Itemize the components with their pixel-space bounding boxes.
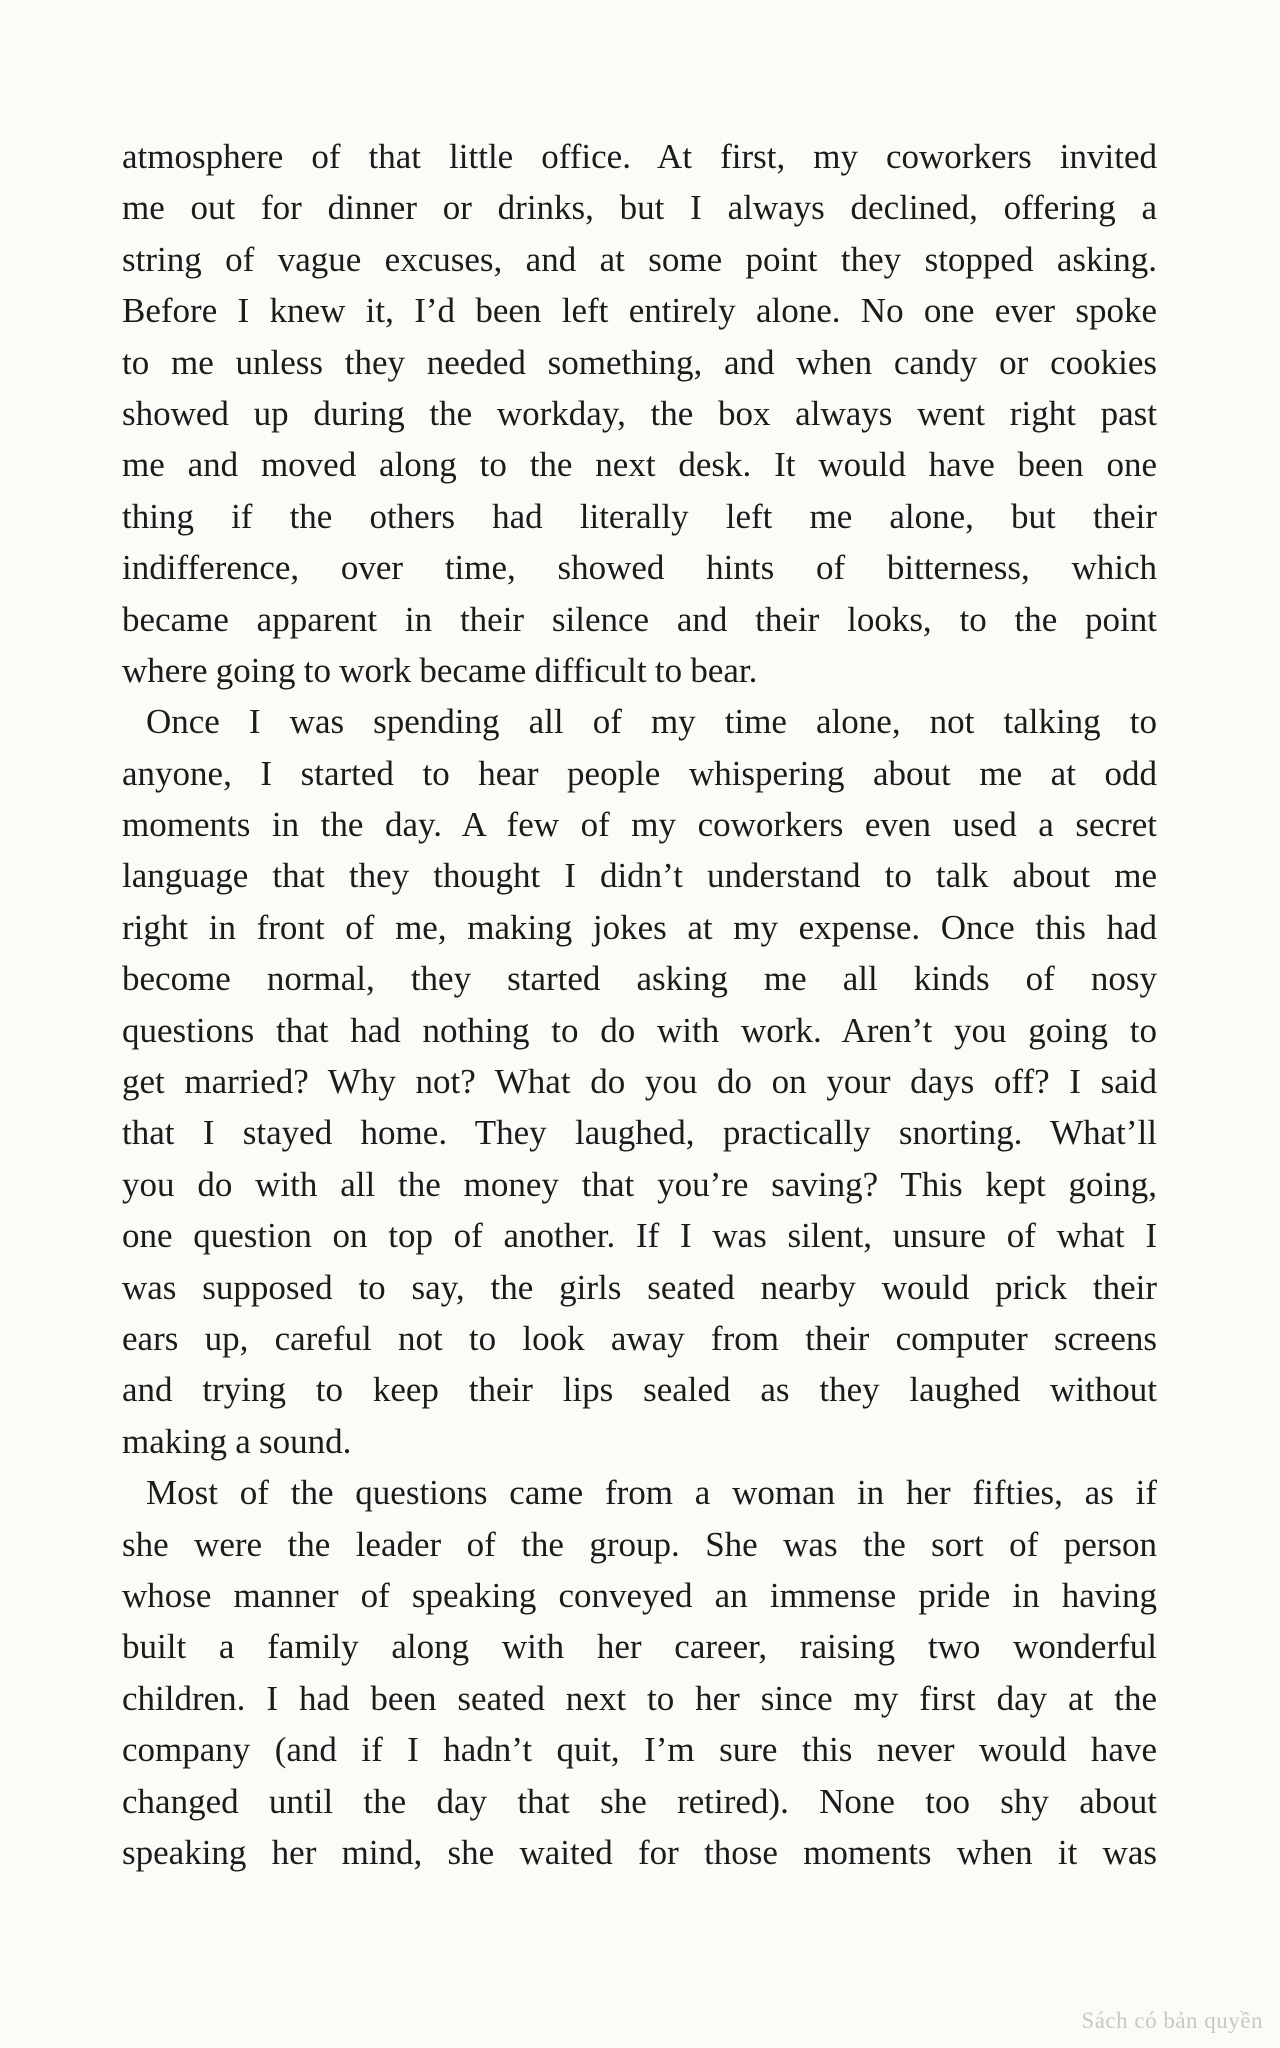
text-line: she were the leader of the group. She was the sort of person [122, 1524, 1157, 1564]
text-line: become normal, they started asking me all kinds of nosy [122, 959, 1157, 999]
text-line: became apparent in their silence and their looks, to the point [122, 599, 1157, 639]
text-line: company (and if I hadn’t quit, I’m sure this never would have [122, 1730, 1157, 1770]
text-line: Once I was spending all of my time alone, not talking to [146, 702, 1157, 742]
text-line: string of vague excuses, and at some point they stopped asking. [122, 239, 1157, 279]
text-line: questions that had nothing to do with work. Aren’t you going to [122, 1010, 1157, 1050]
text-line: indifference, over time, showed hints of bitterness, which [122, 548, 1157, 588]
copyright-watermark: Sách có bản quyền [1081, 2008, 1263, 2033]
text-line: showed up during the workday, the box always went right past [122, 393, 1157, 433]
text-line: Most of the questions came from a woman in her fifties, as if [146, 1473, 1157, 1513]
text-line: anyone, I started to hear people whispering about me at odd [122, 753, 1157, 793]
text-line: language that they thought I didn’t understand to talk about me [122, 856, 1157, 896]
text-line: right in front of me, making jokes at my expense. Once this had [122, 907, 1157, 947]
text-line: making a sound. [122, 1421, 352, 1461]
text-line: moments in the day. A few of my coworkers even used a secret [122, 805, 1157, 845]
text-line: you do with all the money that you’re saving? This kept going, [122, 1164, 1157, 1204]
text-line: one question on top of another. If I was silent, unsure of what I [122, 1216, 1157, 1256]
text-line: to me unless they needed something, and when candy or cookies [122, 342, 1157, 382]
page-text [122, 131, 1157, 1878]
text-line: thing if the others had literally left me alone, but their [122, 496, 1157, 536]
text-line: atmosphere of that little office. At first, my coworkers invited [122, 137, 1157, 176]
text-line: built a family along with her career, raising two wonderful [122, 1627, 1157, 1667]
text-line: that I stayed home. They laughed, practically snorting. What’ll [122, 1113, 1157, 1153]
text-line: changed until the day that she retired). None too shy about [122, 1781, 1157, 1821]
text-line: me and moved along to the next desk. It would have been one [122, 445, 1157, 485]
text-line: ears up, careful not to look away from their computer screens [122, 1318, 1157, 1358]
text-line: and trying to keep their lips sealed as they laughed without [122, 1370, 1157, 1410]
text-line: speaking her mind, she waited for those moments when it was [122, 1832, 1157, 1872]
text-line: was supposed to say, the girls seated nearby would prick their [122, 1267, 1157, 1307]
text-line: me out for dinner or drinks, but I always declined, offering a [122, 188, 1157, 228]
text-line: where going to work became difficult to bear. [122, 650, 758, 690]
text-line: whose manner of speaking conveyed an immense pride in having [122, 1575, 1157, 1615]
text-line: children. I had been seated next to her since my first day at the [122, 1678, 1157, 1718]
text-line: get married? Why not? What do you do on your days off? I said [122, 1062, 1157, 1102]
text-line: Before I knew it, I’d been left entirely alone. No one ever spoke [122, 291, 1157, 331]
